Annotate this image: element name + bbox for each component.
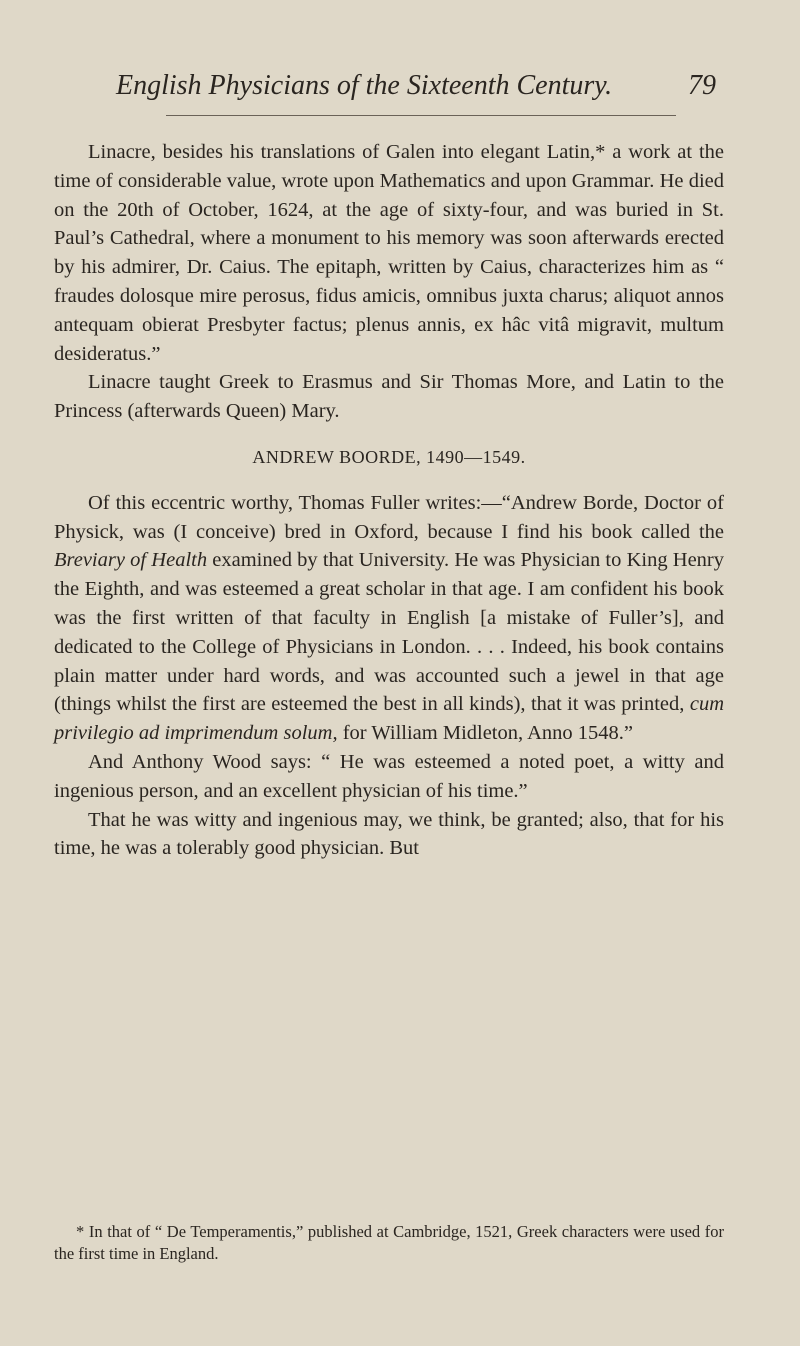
page-number: 79 (688, 70, 716, 101)
text-segment: examined by that University. He was Physician to King Henry the Eighth, and was esteemed a great scholar in that age. I am confident his book was the first written of that faculty in English [a mistake of Fuller’s], and dedicated to the College of Physicians in London. . . . Indeed, his book contains plain matter under hard words, and was accounted such a jewel in that age (things whilst the first are esteemed the best in all kinds), that it was printed, (54, 549, 724, 716)
book-title-italic: Breviary of Health (54, 549, 208, 572)
paragraph (54, 138, 724, 368)
paragraph (54, 806, 724, 864)
paragraph (54, 368, 724, 426)
page-header (116, 70, 716, 114)
body-text (54, 138, 724, 863)
paragraph (54, 489, 724, 748)
running-title: English Physicians of the Sixteenth Century. (116, 70, 613, 101)
section-heading: ANDREW BOORDE, 1490—1549. (252, 446, 526, 467)
paragraph (54, 748, 724, 806)
text-segment: Of this eccentric worthy, Thomas Fuller writes:—“Andrew Borde, Doctor of Physick, was (I conceive) bred in Oxford, because I find his book called the (54, 491, 724, 543)
text-segment: And Anthony Wood says: “ He was esteemed a noted poet, a witty and ingenious person, and an excellent physician of his time.” (54, 750, 724, 802)
header-rule (166, 115, 676, 116)
latin-phrase-italic: cum privilegio ad imprimendum solum, (54, 693, 724, 745)
text-segment: Linacre, besides his translations of Galen into elegant Latin,* a work at the time of considerable value, wrote upon Mathematics and upon Grammar. He died on the 20th of October, 1624, at the age of sixty-four, and was buried in St. Paul’s Cathedral, where a monument to his memory was soon afterwards erected by his admirer, Dr. Caius. The epitaph, written by Caius, characterizes him as “ fraudes dolosque mire perosus, fidus amicis, omnibus juxta charus; aliquot annos antequam obierat Presbyter factus; plenus annis, ex hâc vitâ migravit, multum desideratus.” (54, 141, 724, 365)
footnote-text: * In that of “ De Temperamentis,” published at Cambridge, 1521, Greek characters were used for the first time in England. (54, 1222, 724, 1263)
text-segment: That he was witty and ingenious may, we think, be granted; also, that for his time, he was a tolerably good physician. But (54, 808, 724, 860)
footnote (54, 1221, 724, 1265)
text-segment: Linacre taught Greek to Erasmus and Sir Thomas More, and Latin to the Princess (afterwards Queen) Mary. (54, 371, 724, 423)
text-segment: for William Midleton, Anno 1548.” (337, 722, 634, 745)
